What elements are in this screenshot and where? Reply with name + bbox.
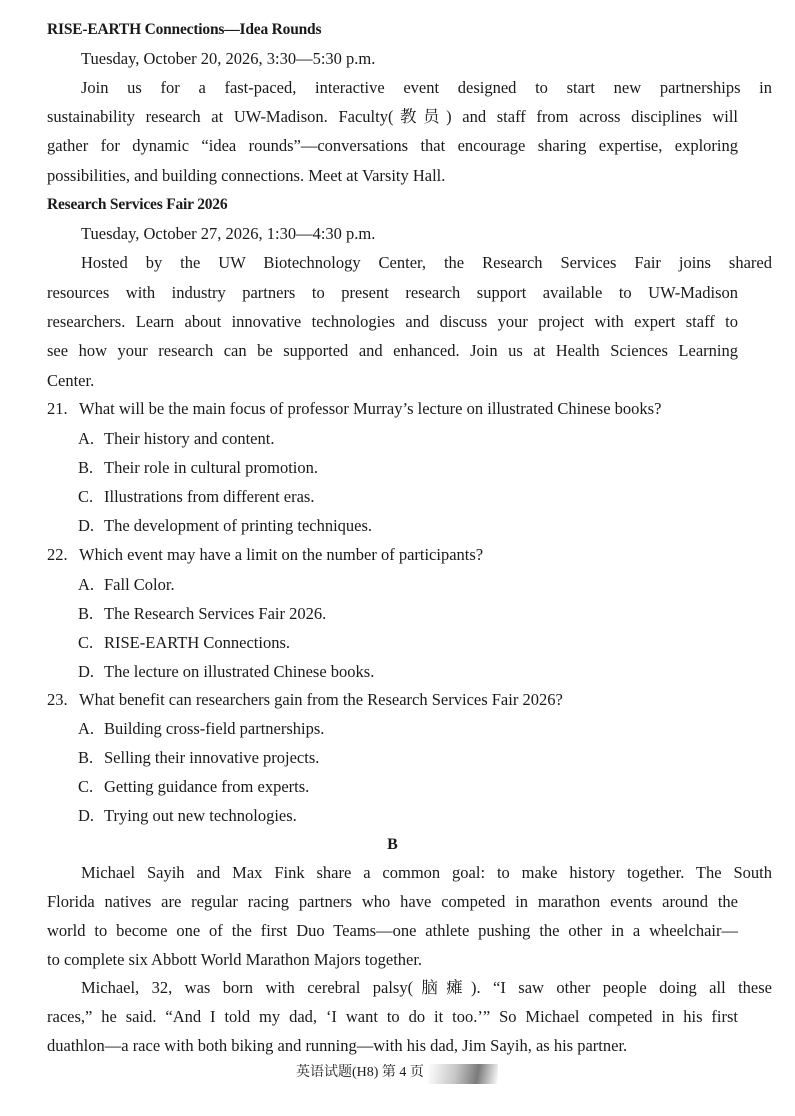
passage-line: world to become one of the first Duo Teams—one athlete pushing the other in a wheelchair— <box>47 921 738 940</box>
option-22-a[interactable] <box>78 574 769 596</box>
option-23-c[interactable] <box>78 776 769 798</box>
event-body-line: resources with industry partners to present research support available to UW-Madison <box>47 283 738 302</box>
option-text: Building cross-field partnerships. <box>104 719 325 738</box>
question-text: What will be the main focus of professor Murray’s lecture on illustrated Chinese books? <box>79 399 662 418</box>
option-text: Trying out new technologies. <box>104 806 297 825</box>
option-21-b[interactable] <box>78 457 769 479</box>
event-body-line: Hosted by the UW Biotechnology Center, the Research Services Fair joins shared <box>81 253 772 272</box>
option-21-a[interactable] <box>78 428 769 450</box>
option-letter: B. <box>78 748 94 767</box>
option-letter: C. <box>78 633 94 652</box>
option-23-a[interactable] <box>78 718 769 740</box>
event-body-line: Join us for a fast-paced, interactive event designed to start new partnerships in <box>81 78 772 97</box>
question-text: Which event may have a limit on the number of participants? <box>79 545 484 564</box>
question-text: What benefit can researchers gain from the Research Services Fair 2026? <box>79 690 563 709</box>
question-number: 23. <box>47 690 68 709</box>
passage-line: to complete six Abbott World Marathon Majors together. <box>47 950 423 969</box>
passage-line: Florida natives are regular racing partners who have competed in marathon events around the <box>47 892 738 911</box>
option-text: Getting guidance from experts. <box>104 777 310 796</box>
option-letter: A. <box>78 719 95 738</box>
option-21-d[interactable] <box>78 515 769 537</box>
option-22-c[interactable] <box>78 632 769 654</box>
option-letter: D. <box>78 516 95 535</box>
question-number: 22. <box>47 545 68 564</box>
event-datetime-rise-earth: Tuesday, October 20, 2026, 3:30—5:30 p.m. <box>81 49 376 68</box>
event-body-line: Center. <box>47 371 95 390</box>
passage-line: duathlon—a race with both biking and running—with his dad, Jim Sayih, as his partner. <box>47 1036 628 1055</box>
page-footer: 英语试题(H8) 第 4 页 <box>296 1065 424 1080</box>
option-letter: A. <box>78 575 95 594</box>
option-text: Their history and content. <box>104 429 275 448</box>
event-datetime-research-fair: Tuesday, October 27, 2026, 1:30—4:30 p.m. <box>81 224 376 243</box>
event-body-line: see how your research can be supported and enhanced. Join us at Health Sciences Learning <box>47 341 738 360</box>
option-text: The lecture on illustrated Chinese books. <box>104 662 375 681</box>
question-23 <box>47 689 738 711</box>
option-text: Selling their innovative projects. <box>104 748 320 767</box>
passage-line: races,” he said. “And I told my dad, ‘I want to do it too.’” So Michael competed in his first <box>47 1007 738 1026</box>
option-22-b[interactable] <box>78 603 769 625</box>
option-23-d[interactable] <box>78 805 769 827</box>
option-letter: C. <box>78 487 94 506</box>
option-letter: D. <box>78 806 95 825</box>
option-letter: B. <box>78 604 94 623</box>
option-letter: D. <box>78 662 95 681</box>
scan-smudge <box>428 1064 498 1084</box>
option-text: The development of printing techniques. <box>104 516 373 535</box>
option-23-b[interactable] <box>78 747 769 769</box>
event-body-line: sustainability research at UW-Madison. Faculty(教员) and staff from across disciplines will <box>47 107 738 126</box>
option-letter: C. <box>78 777 94 796</box>
event-title-rise-earth: RISE-EARTH Connections—Idea Rounds <box>47 21 322 38</box>
passage-line: Michael Sayih and Max Fink share a common goal: to make history together. The South <box>81 863 772 882</box>
option-text: The Research Services Fair 2026. <box>104 604 327 623</box>
option-letter: B. <box>78 458 94 477</box>
option-text: RISE-EARTH Connections. <box>104 633 290 652</box>
question-22 <box>47 544 738 566</box>
option-letter: A. <box>78 429 95 448</box>
section-heading-b: B <box>387 836 398 853</box>
event-body-line: gather for dynamic “idea rounds”—conversations that encourage sharing expertise, exploring <box>47 136 738 155</box>
option-text: Their role in cultural promotion. <box>104 458 318 477</box>
option-22-d[interactable] <box>78 661 769 683</box>
question-21 <box>47 398 738 420</box>
option-21-c[interactable] <box>78 486 769 508</box>
event-body-line: possibilities, and building connections. Meet at Varsity Hall. <box>47 166 446 185</box>
option-text: Fall Color. <box>104 575 175 594</box>
event-body-line: researchers. Learn about innovative technologies and discuss your project with expert staff to <box>47 312 738 331</box>
event-title-research-fair: Research Services Fair 2026 <box>47 196 228 213</box>
option-text: Illustrations from different eras. <box>104 487 315 506</box>
question-number: 21. <box>47 399 68 418</box>
passage-line: Michael, 32, was born with cerebral palsy(脑瘫). “I saw other people doing all these <box>81 978 772 997</box>
